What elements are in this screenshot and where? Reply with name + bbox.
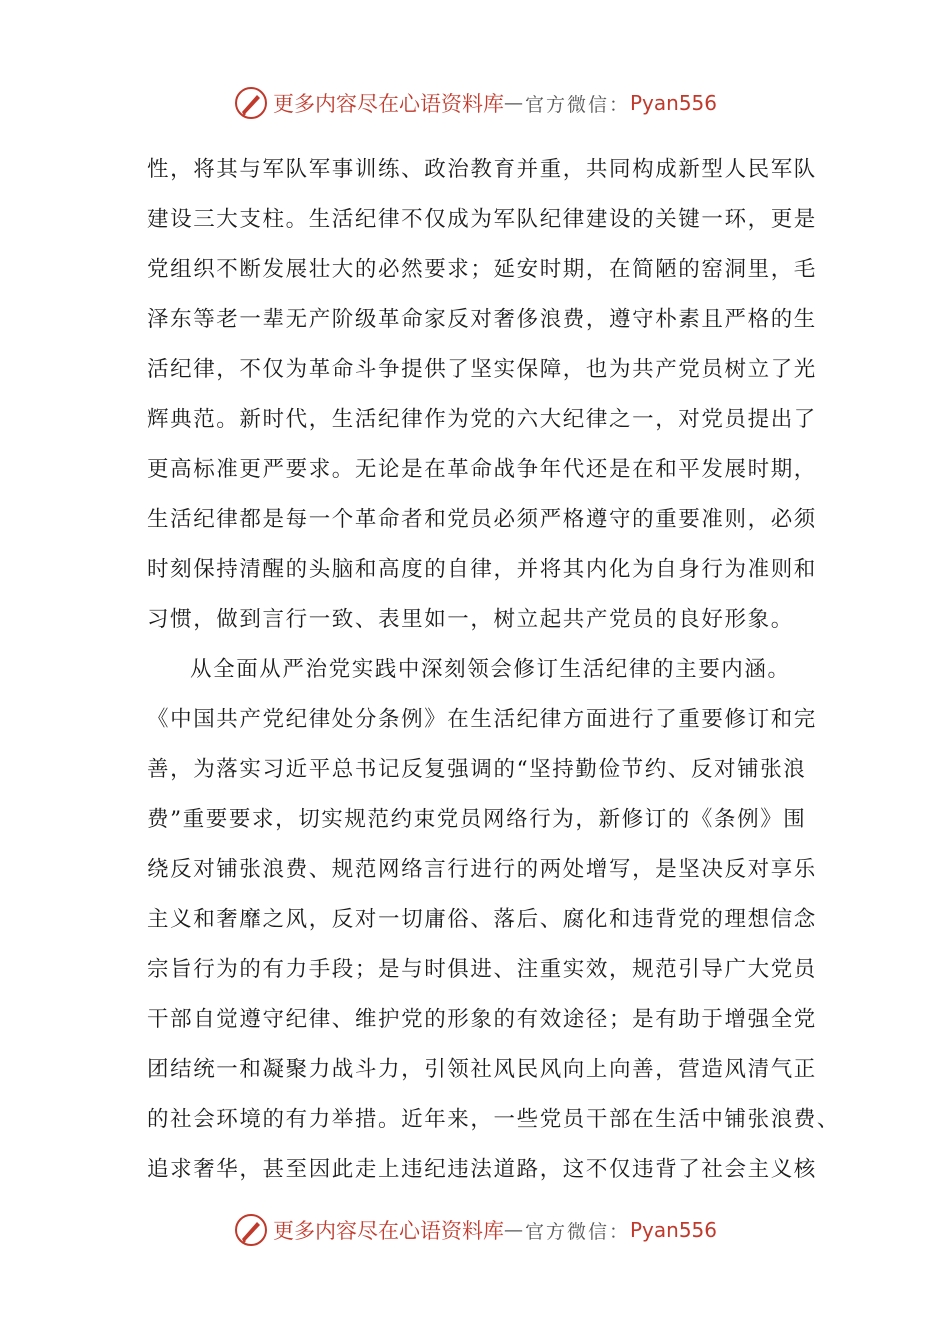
watermark-separator: —: [503, 92, 525, 114]
text-line: 更高标准更严要求。无论是在革命战争年代还是在和平发展时期，: [147, 457, 817, 482]
pen-logo-icon: [233, 85, 269, 121]
footer-watermark: [0, 1210, 950, 1250]
document-body: [147, 150, 841, 1200]
text-line: 善，为落实习近平总书记反复强调的“坚持勤俭节约、反对铺张浪: [147, 757, 807, 782]
text-line: 性，将其与军队军事训练、政治教育并重，共同构成新型人民军队: [147, 157, 817, 182]
text-line: 时刻保持清醒的头脑和高度的自律，并将其内化为自身行为准则和: [147, 557, 817, 582]
text-line: 宗旨行为的有力手段；是与时俱进、注重实效，规范引导广大党员: [147, 957, 817, 982]
text-line: 党组织不断发展壮大的必然要求；延安时期，在简陋的窑洞里，毛: [147, 257, 817, 282]
header-watermark: [0, 83, 950, 123]
text-line: 建设三大支柱。生活纪律不仅成为军队纪律建设的关键一环，更是: [147, 207, 817, 232]
text-line: 习惯，做到言行一致、表里如一，树立起共产党员的良好形象。: [147, 607, 794, 632]
watermark-brand: 更多内容尽在心语资料库: [272, 1219, 504, 1243]
text-line: 辉典范。新时代，生活纪律作为党的六大纪律之一，对党员提出了: [147, 407, 817, 432]
text-line: 《中国共产党纪律处分条例》在生活纪律方面进行了重要修订和完: [147, 707, 817, 732]
watermark-wechat-id: Pyan556: [630, 91, 718, 115]
text-line: 泽东等老一辈无产阶级革命家反对奢侈浪费，遵守朴素且严格的生: [147, 307, 817, 332]
text-line: 生活纪律都是每一个革命者和党员必须严格遵守的重要准则，必须: [147, 507, 817, 532]
watermark-wechat-id: Pyan556: [630, 1218, 718, 1242]
text-line: 团结统一和凝聚力战斗力，引领社风民风向上向善，营造风清气正: [147, 1057, 817, 1082]
watermark-separator: —: [503, 1219, 525, 1241]
watermark-brand: 更多内容尽在心语资料库: [272, 92, 504, 116]
watermark-label: 官方微信：: [524, 93, 630, 116]
text-line: 主义和奢靡之风，反对一切庸俗、落后、腐化和违背党的理想信念: [147, 907, 817, 932]
text-line: 费”重要要求，切实规范约束党员网络行为，新修订的《条例》围: [147, 807, 807, 832]
text-line: 绕反对铺张浪费、规范网络言行进行的两处增写，是坚决反对享乐: [147, 857, 817, 882]
paragraph-start-line: 从全面从严治党实践中深刻领会修订生活纪律的主要内涵。: [190, 657, 791, 682]
watermark-label: 官方微信：: [524, 1220, 630, 1243]
text-line: 干部自觉遵守纪律、维护党的形象的有效途径；是有助于增强全党: [147, 1007, 817, 1032]
pen-logo-icon: [233, 1212, 269, 1248]
text-line: 活纪律，不仅为革命斗争提供了坚实保障，也为共产党员树立了光: [147, 357, 817, 382]
text-line: 追求奢华，甚至因此走上违纪违法道路，这不仅违背了社会主义核: [147, 1157, 817, 1182]
text-line: 的社会环境的有力举措。近年来，一些党员干部在生活中铺张浪费、: [147, 1107, 841, 1132]
